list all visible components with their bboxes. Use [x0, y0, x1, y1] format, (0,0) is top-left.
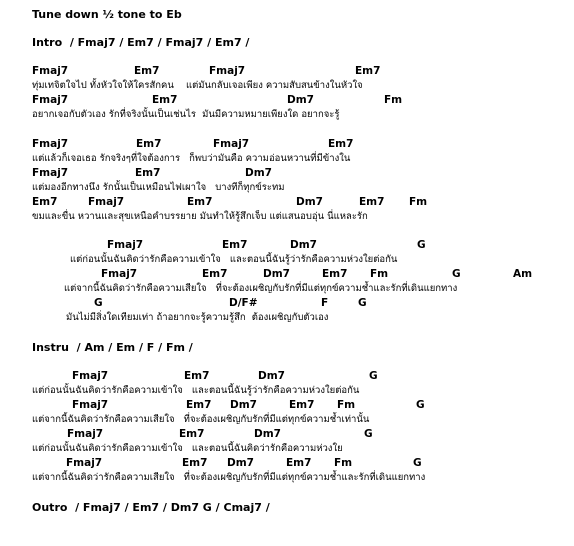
chord-line: [0, 458, 574, 542]
chord: G: [364, 428, 373, 440]
lyric-line: ขมและขื่น หวานและสุขเหนือคำบรรยาย มันทำให้รู้สึกเจ็บ แต่แสนอบอุ่น นี่แหละรัก: [32, 211, 368, 222]
chord: G: [452, 268, 461, 280]
chord: G: [94, 297, 103, 309]
chord: G: [369, 370, 378, 382]
chord: Em7: [222, 239, 248, 251]
chord: Em7: [355, 65, 381, 77]
chord: Fmaj7: [67, 428, 104, 440]
chord: Fm: [334, 457, 353, 469]
chord: Em7: [152, 94, 178, 106]
lyric-line: แต่ก่อนนั้นฉันคิดว่ารักคือความเข้าใจ และตอนนี้ฉันคิดว่ารักคือความห่วงใย: [32, 443, 343, 454]
lyric-line: แต่แล้วก็เจอเธอ รักจริงๆที่ใจต้องการ ก็พบว่ามันคือ ความอ่อนหวานที่มีข้างใน: [32, 153, 351, 164]
chord: D/F#: [229, 297, 258, 309]
chord: Fmaj7: [72, 370, 109, 382]
chord: Em7: [202, 268, 228, 280]
lyric-line: แต่ก่อนนั้นฉันคิดว่ารักคือความเข้าใจ และตอนนี้ฉันรู้ว่ารักคือความห่วงใยต่อกัน: [32, 385, 360, 396]
chord: Fm: [384, 94, 403, 106]
chord: Em7: [187, 196, 213, 208]
tuning-note: Tune down ½ tone to Eb: [32, 8, 182, 21]
chord: Fmaj7: [213, 138, 250, 150]
chord: Dm7: [263, 268, 290, 280]
chord: G: [413, 457, 422, 469]
chord: Em7: [182, 457, 208, 469]
chord: Dm7: [227, 457, 254, 469]
chord: Fmaj7: [32, 94, 69, 106]
intro-line: Intro / Fmaj7 / Em7 / Fmaj7 / Em7 /: [32, 36, 250, 49]
outro-line: Outro / Fmaj7 / Em7 / Dm7 G / Cmaj7 /: [32, 501, 270, 514]
instru-line: Instru / Am / Em / F / Fm /: [32, 341, 193, 354]
chord: Em7: [32, 196, 58, 208]
chord: Em7: [135, 167, 161, 179]
chord: Fm: [409, 196, 428, 208]
chord: G: [416, 399, 425, 411]
chord: Fm: [337, 399, 356, 411]
lyric-line: อยากเจอกับตัวเอง รักที่จริงนั้นเป็นเช่นไร มันมีความหมายเพียงใด อยากจะรู้: [32, 109, 340, 120]
chord: Em7: [179, 428, 205, 440]
chord: Dm7: [245, 167, 272, 179]
lyric-line: มันไม่มีสิ่งใดเทียมเท่า ถ้าอยากจะรู้ความรู้สึก ต้องเผชิญกับตัวเอง: [66, 312, 329, 323]
chord: Em7: [289, 399, 315, 411]
lyric-line: ทุ่มเทจิตใจไป ทั้งหัวใจให้ใครสักคน แต่มันกลับเจอเพียง ความสับสนข้างในหัวใจ: [32, 80, 363, 91]
chord: Dm7: [290, 239, 317, 251]
lyric-line: แต่จากนี้ฉันคิดว่ารักคือความเสียใจ ที่จะต้องเผชิญกับรักที่มีแต่ทุกข์ความช้ำและรักที่เดินแยกทาง: [64, 283, 458, 294]
chord: Fmaj7: [72, 399, 109, 411]
lyric-line: แต่จากนี้ฉันคิดว่ารักคือความเสียใจ ที่จะต้องเผชิญกับรักที่มีแต่ทุกข์ความช้ำเท่านั้น: [32, 414, 370, 425]
chord: F: [321, 297, 329, 309]
chord: Em7: [134, 65, 160, 77]
chord: Em7: [136, 138, 162, 150]
chord: Dm7: [230, 399, 257, 411]
chord: Am: [513, 268, 533, 280]
lyric-line: แต่จากนี้ฉันคิดว่ารักคือความเสียใจ ที่จะต้องเผชิญกับรักที่มีแต่ทุกข์ความช้ำและรักที่เดินแยกทาง: [32, 472, 426, 483]
chord: Fm: [370, 268, 389, 280]
chord: Fmaj7: [107, 239, 144, 251]
chord: Em7: [322, 268, 348, 280]
chord: G: [358, 297, 367, 309]
chord: Fmaj7: [32, 138, 69, 150]
chord: Fmaj7: [32, 65, 69, 77]
chord: Em7: [359, 196, 385, 208]
lyric-line: แต่ก่อนนั้นฉันคิดว่ารักคือความเข้าใจ และตอนนี้ฉันรู้ว่ารักคือความห่วงใยต่อกัน: [70, 254, 398, 265]
chord: Dm7: [258, 370, 285, 382]
chord: Dm7: [254, 428, 281, 440]
chord: Em7: [184, 370, 210, 382]
lyric-line: แต่มองอีกทางนึง รักนั้นเป็นเหมือนไฟเผาใจ บางทีก็ทุกข์ระทม: [32, 182, 285, 193]
chord: Em7: [286, 457, 312, 469]
chord: Fmaj7: [88, 196, 125, 208]
chord: Em7: [328, 138, 354, 150]
chord: Dm7: [287, 94, 314, 106]
chord: Fmaj7: [32, 167, 69, 179]
chord: Fmaj7: [66, 457, 103, 469]
chord: Fmaj7: [209, 65, 246, 77]
chord: Dm7: [296, 196, 323, 208]
chord: Fmaj7: [101, 268, 138, 280]
chord: Em7: [186, 399, 212, 411]
chord: G: [417, 239, 426, 251]
